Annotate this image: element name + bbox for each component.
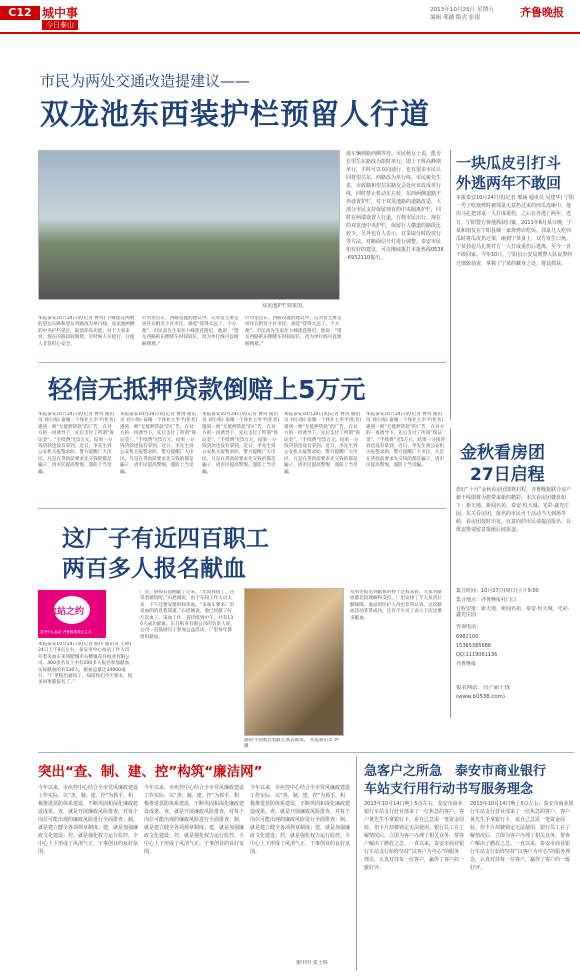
story3-body-left: 本报泰安10月24日讯(记者 路伟 通讯员 王婷) 24日上午9点左右，泰安市中心血站工作人员开着采血车来到肥城市石横镇东升纸业有限公司。400多名员工中有200多人报名参加献血，实际献血的有130人，献血总量达34000毫升。“厂里贴出通知了，知道你们今天要来，很多同事都报名了。” xyxy=(38,642,134,686)
page-header xyxy=(0,0,580,34)
story3-photo-caption: 副词今冒刚急着献完血去做饭。 本报通讯员 婷 摄 xyxy=(244,738,339,750)
editor-credit: 编辑 邢涵 版式 张锟 xyxy=(430,15,481,21)
page-number: C12 xyxy=(0,6,40,20)
logo-text: 血站之约 xyxy=(48,607,85,617)
sidebar2-footer: 报名网站：房产新干线 xyxy=(456,685,510,691)
story2-rule xyxy=(38,362,446,363)
story4-body-2: 今年以来，市疾控中心结合全市党风廉政建设工作实际，以“查、制、建、控”为抓手，积极推进惩防体系建设，不断巩固和深化廉政建设成果。查，就是开展廉政风险排查，对每个岗位可能出现的廉政风险进行全面排查；制，就是建立健全各项规章制度；建，就是加强廉政文化建设；控，就是强化权力运行监控。全中心上下形成了风清气正、干事创业的良好氛围。 xyxy=(144,785,244,855)
story3-rule xyxy=(38,508,446,509)
sidebar1-body: 本报泰安10月24日讯(记者 邢涵 通讯员 吴建华) 宁阳一男子吃烧烤时被邻桌无意扔过来的西瓜皮砸中，他用马扎把邻桌一人打成重伤，之后在外逃亡两年，近日，宁阳警方将他抓获归案。2011年6月某日晚，宁某和朋友在宁阳县城一家烧烤店吃饭。邻桌几人吃西瓜时将瓜皮扔过来，砸到宁某身上，双方发生口角，宁某抄起马扎将对方一人打成重伤后逃离，至今一直不敢回家。今年10月，宁阳县公安局刑警大队民警经过细致侦查，掌握了宁某的藏身之处，将其抓获。 xyxy=(456,195,574,267)
story1-body-left: 本报泰安10月24日讯(记者 曹剑) 卜蜂莲花两侧的望岳东路和望岳西路改为单行线，双龙池两侧的中央护栏延长，取消环岛功能。对于大家来说，现在的路段较拥堵，有时候人车抢行，这使人非常担心安全。 xyxy=(38,316,135,347)
story4-title: 突出“查、制、建、控”构筑“廉洁网” xyxy=(38,764,263,780)
schedule-date: 集合时间：10月27日(周日)上午9:00 xyxy=(456,588,539,594)
route-title: 行程安排：新天地、新闻名苑、泰安·恒大城、光彩·鑫光庄园 xyxy=(456,606,570,619)
column-divider-3 xyxy=(356,756,357,970)
sidebar2-title-1: 金秋看房团 xyxy=(460,443,545,463)
sidebar2-footer-url: (www.b0538.com) xyxy=(456,694,506,700)
story3-body-right: 从单位报名到献血的整个过程来看，大家对献血都比较理解和支持。厂里安排了专人负责后勤保障，血站的医护人员也非常认真。这次献血活动非常成功，还有不少员工表示下次还要来献血。 xyxy=(350,590,442,621)
story5-body-2: 2013年10月14日晚上5点左右，泰安市商业银行车站支行营业部来了一位焦急的客户。客户黄先生手拿银行卡，说自己急需一笔资金周转，但卡片却被锁定无法使用。银行员工在了解情况后，立即为客户办理了相关业务，帮客户解决了燃眉之急。一直以来，泰安市商业银行车站支行始终坚持“以客户为中心”的服务理念，认真对待每一位客户，赢得了客户的一致好评。 xyxy=(470,801,574,871)
story1-kicker: 市民为两处交通改造提建议—— xyxy=(40,72,251,90)
phone-1: 6982100 xyxy=(456,634,479,640)
story1-title: 双龙池东西装护栏预留人行道 xyxy=(40,97,431,131)
section-title: 城中事 xyxy=(42,6,79,20)
phone-4: 齐鲁晚报 xyxy=(456,661,477,667)
story1-photo-caption: 双龙池护栏效果图。 xyxy=(262,303,308,309)
story4-author: 栗中田 张士林 xyxy=(296,960,328,966)
blood-station-logo xyxy=(38,590,106,638)
date-line xyxy=(430,6,520,22)
header-rule xyxy=(0,32,580,34)
story3-title-1: 这厂子有近四百职工 xyxy=(62,526,269,552)
story4-body-1: 今年以来，市疾控中心结合全市党风廉政建设工作实际，以“查、制、建、控”为抓手，积极推进惩防体系建设，不断巩固和深化廉政建设成果。查，就是开展廉政风险排查，对每个岗位可能出现的廉政风险进行全面排查；制，就是建立健全各项规章制度；建，就是加强廉政文化建设；控，就是强化权力运行监控。全中心上下形成了风清气正、干事创业的良好氛围。 xyxy=(38,785,138,855)
story2-body-5: 本报泰安10月24日讯(记者 曹剑 通讯员 刘小海) 泰城一个体业主李平(化名)遇到一则“无抵押贷款”的广告，在对方的一再诱导下，先后支付了所谓“保证金”、“手续费”近5万元，结果一分钱贷款也没有拿到。近日，李先生到公安机关报警求助，警方提醒广大市民，凡是在贷款前要求先交钱的都是骗子，请市民提高警惕，谨防上当受骗。 xyxy=(366,412,445,469)
subsection-label: 今日泰山 xyxy=(42,20,78,30)
sidebar2-body: 您好“十月”金秋看房团即将启程，齐鲁晚报联合房产新干线即将为您带来新的精彩。本次看房团楼盘如下：新天地、新闻名苑、泰安·恒大城、光彩·鑫光庄园、东关看房团，报名的市民可于活动当天到场等候，看房团按时出发。有意向的市民请提前报名，具体安排请留意报纸后续报道。 xyxy=(456,487,572,533)
column-divider-2 xyxy=(450,428,451,718)
story5-title-1: 急客户之所急 泰安市商业银行 xyxy=(364,764,547,779)
story5-title-2: 车站支行用行动书写服务理念 xyxy=(364,782,534,797)
story3-body-mid: 厂里，厨师石恩刚献了过来，“光说我捐了，还等着做饭呢。”石恩刚说，由于车间工作人员太多，下午还要安排时间采血。“采血车要来厂里采血的消息我知道。”石恩刚说，他已经献了好几次血了。采血工作一直持续到中午，共有130人成功献血。东升纸业有限公司的负责人说，公司一直鼓励员工参加公益活动，厂里每年都组织献血。 xyxy=(140,590,235,640)
story1-body-mid2: 针对望岳东、西路设置的建议中，反对者主要是居住在附近小区市民，感觉“绕得太远了，不方便”。市民高先生家住卜蜂莲花附近，他说：“望岳西路的东侧堵车时间较长，改为单行线可以缓解拥堵。” xyxy=(245,316,342,347)
story2-body-1: 本报泰安10月24日讯(记者 曹剑 通讯员 刘小海) 泰城一个体业主李平(化名)遇到一则“无抵押贷款”的广告，在对方的一再诱导下，先后支付了所谓“保证金”、“手续费”近5万元，结果一分钱贷款也没有拿到。近日，李先生到公安机关报警求助，警方提醒广大市民，凡是在贷款前要求先交钱的都是骗子，请市民提高警惕，谨防上当受骗。 xyxy=(38,412,116,475)
story4-body-3: 今年以来，市疾控中心结合全市党风廉政建设工作实际，以“查、制、建、控”为抓手，积极推进惩防体系建设，不断巩固和深化廉政建设成果。查，就是开展廉政风险排查，对每个岗位可能出现的廉政风险进行全面排查；制，就是建立健全各项规章制度；建，就是加强廉政文化建设；控，就是强化权力运行监控。全中心上下形成了风清气正、干事创业的良好氛围。 xyxy=(250,785,350,855)
phone-2: 15365385688 xyxy=(456,643,491,649)
column-divider xyxy=(450,150,451,420)
story2-body-3: 本报泰安10月24日讯(记者 曹剑 通讯员 刘小海) 泰城一个体业主李平(化名)遇到一则“无抵押贷款”的广告，在对方的一再诱导下，先后支付了所谓“保证金”、“手续费”近5万元，结果一分钱贷款也没有拿到。近日，李先生到公安机关报警求助，警方提醒广大市民，凡是在贷款前要求先交钱的都是骗子，请市民提高警惕，谨防上当受骗。 xyxy=(202,412,280,475)
story1-body-right: 地车辆则路西侧等待。市民杨女士说，能否在望岳东路改为限时单行，即上下班高峰期单行，平时可以双向通行。也有很多市民认同将望岳东、西路改为单行线。市民姚先生说，市政路和望岳东路交会处应该改成单行线，同时禁止机动车左转，东西两侧道路不再设置护栏。对于双龙池路的道路改造，大部分市民支持保留现有的中央隔离护栏，同时在两端设置人行道，方便市民出行。现在的双龙池中央护栏，保留行人横道的路段比较少。另外也有人表示，宜采取分时段放行等方法，对路面信号灯进行调整。泰安市民如有好的建议，可以继续拨打本报热线0538-6932110提出。 xyxy=(346,151,444,261)
sidebar2-title-2: 27日启程 xyxy=(470,465,545,485)
story2-title: 轻信无抵押贷款倒赔上5万元 xyxy=(48,375,366,404)
phone-3: QQ:1119061136 xyxy=(456,652,498,658)
bottom-section-rule xyxy=(38,752,574,753)
story1-body-mid: 针对望岳东、西路设置的建议中，反对者主要是居住在附近小区市民，感觉“绕得太远了，不方便”。市民高先生家住卜蜂莲花附近，他说：“望岳西路的东侧堵车时间较长，改为单行线可以缓解拥堵。” xyxy=(142,316,239,347)
sidebar1-title-2: 外逃两年不敢回 xyxy=(456,174,562,192)
story2-body-2: 本报泰安10月24日讯(记者 曹剑 通讯员 刘小海) 泰城一个体业主李平(化名)遇到一则“无抵押贷款”的广告，在对方的一再诱导下，先后支付了所谓“保证金”、“手续费”近5万元，结果一分钱贷款也没有拿到。近日，李先生到公安机关报警求助，警方提醒广大市民，凡是在贷款前要求先交钱的都是骗子，请市民提高警惕，谨防上当受骗。 xyxy=(120,412,198,475)
story3-photo xyxy=(244,588,344,736)
logo-subtext: 泰安中心血站·齐鲁晚报联合主办 xyxy=(40,630,92,634)
story1-photo xyxy=(38,150,340,300)
issue-date: 2013年10月25日 星期五 xyxy=(430,7,494,13)
story3-title-2: 两百多人报名献血 xyxy=(62,556,246,582)
story5-body-1: 2013年10月14日晚上5点左右，泰安市商业银行车站支行营业部来了一位焦急的客户。客户黄先生手拿银行卡，说自己急需一笔资金周转，但卡片却被锁定无法使用。银行员工在了解情况后，立即为客户办理了相关业务，帮客户解决了燃眉之急。一直以来，泰安市商业银行车站支行始终坚持“以客户为中心”的服务理念，认真对待每一位客户，赢得了客户的一致好评。 xyxy=(364,801,464,871)
schedule-place: 集合地点：齐鲁晚报社门口 xyxy=(456,597,517,603)
contact-title: 咨询电话： xyxy=(456,624,482,630)
story2-body-4: 本报泰安10月24日讯(记者 曹剑 通讯员 刘小海) 泰城一个体业主李平(化名)遇到一则“无抵押贷款”的广告，在对方的一再诱导下，先后支付了所谓“保证金”、“手续费”近5万元，结果一分钱贷款也没有拿到。近日，李先生到公安机关报警求助，警方提醒广大市民，凡是在贷款前要求先交钱的都是骗子，请市民提高警惕，谨防上当受骗。 xyxy=(284,412,362,475)
newspaper-brand: 齐鲁晚报 xyxy=(520,6,564,19)
sidebar1-title-1: 一块瓜皮引打斗 xyxy=(456,154,562,172)
